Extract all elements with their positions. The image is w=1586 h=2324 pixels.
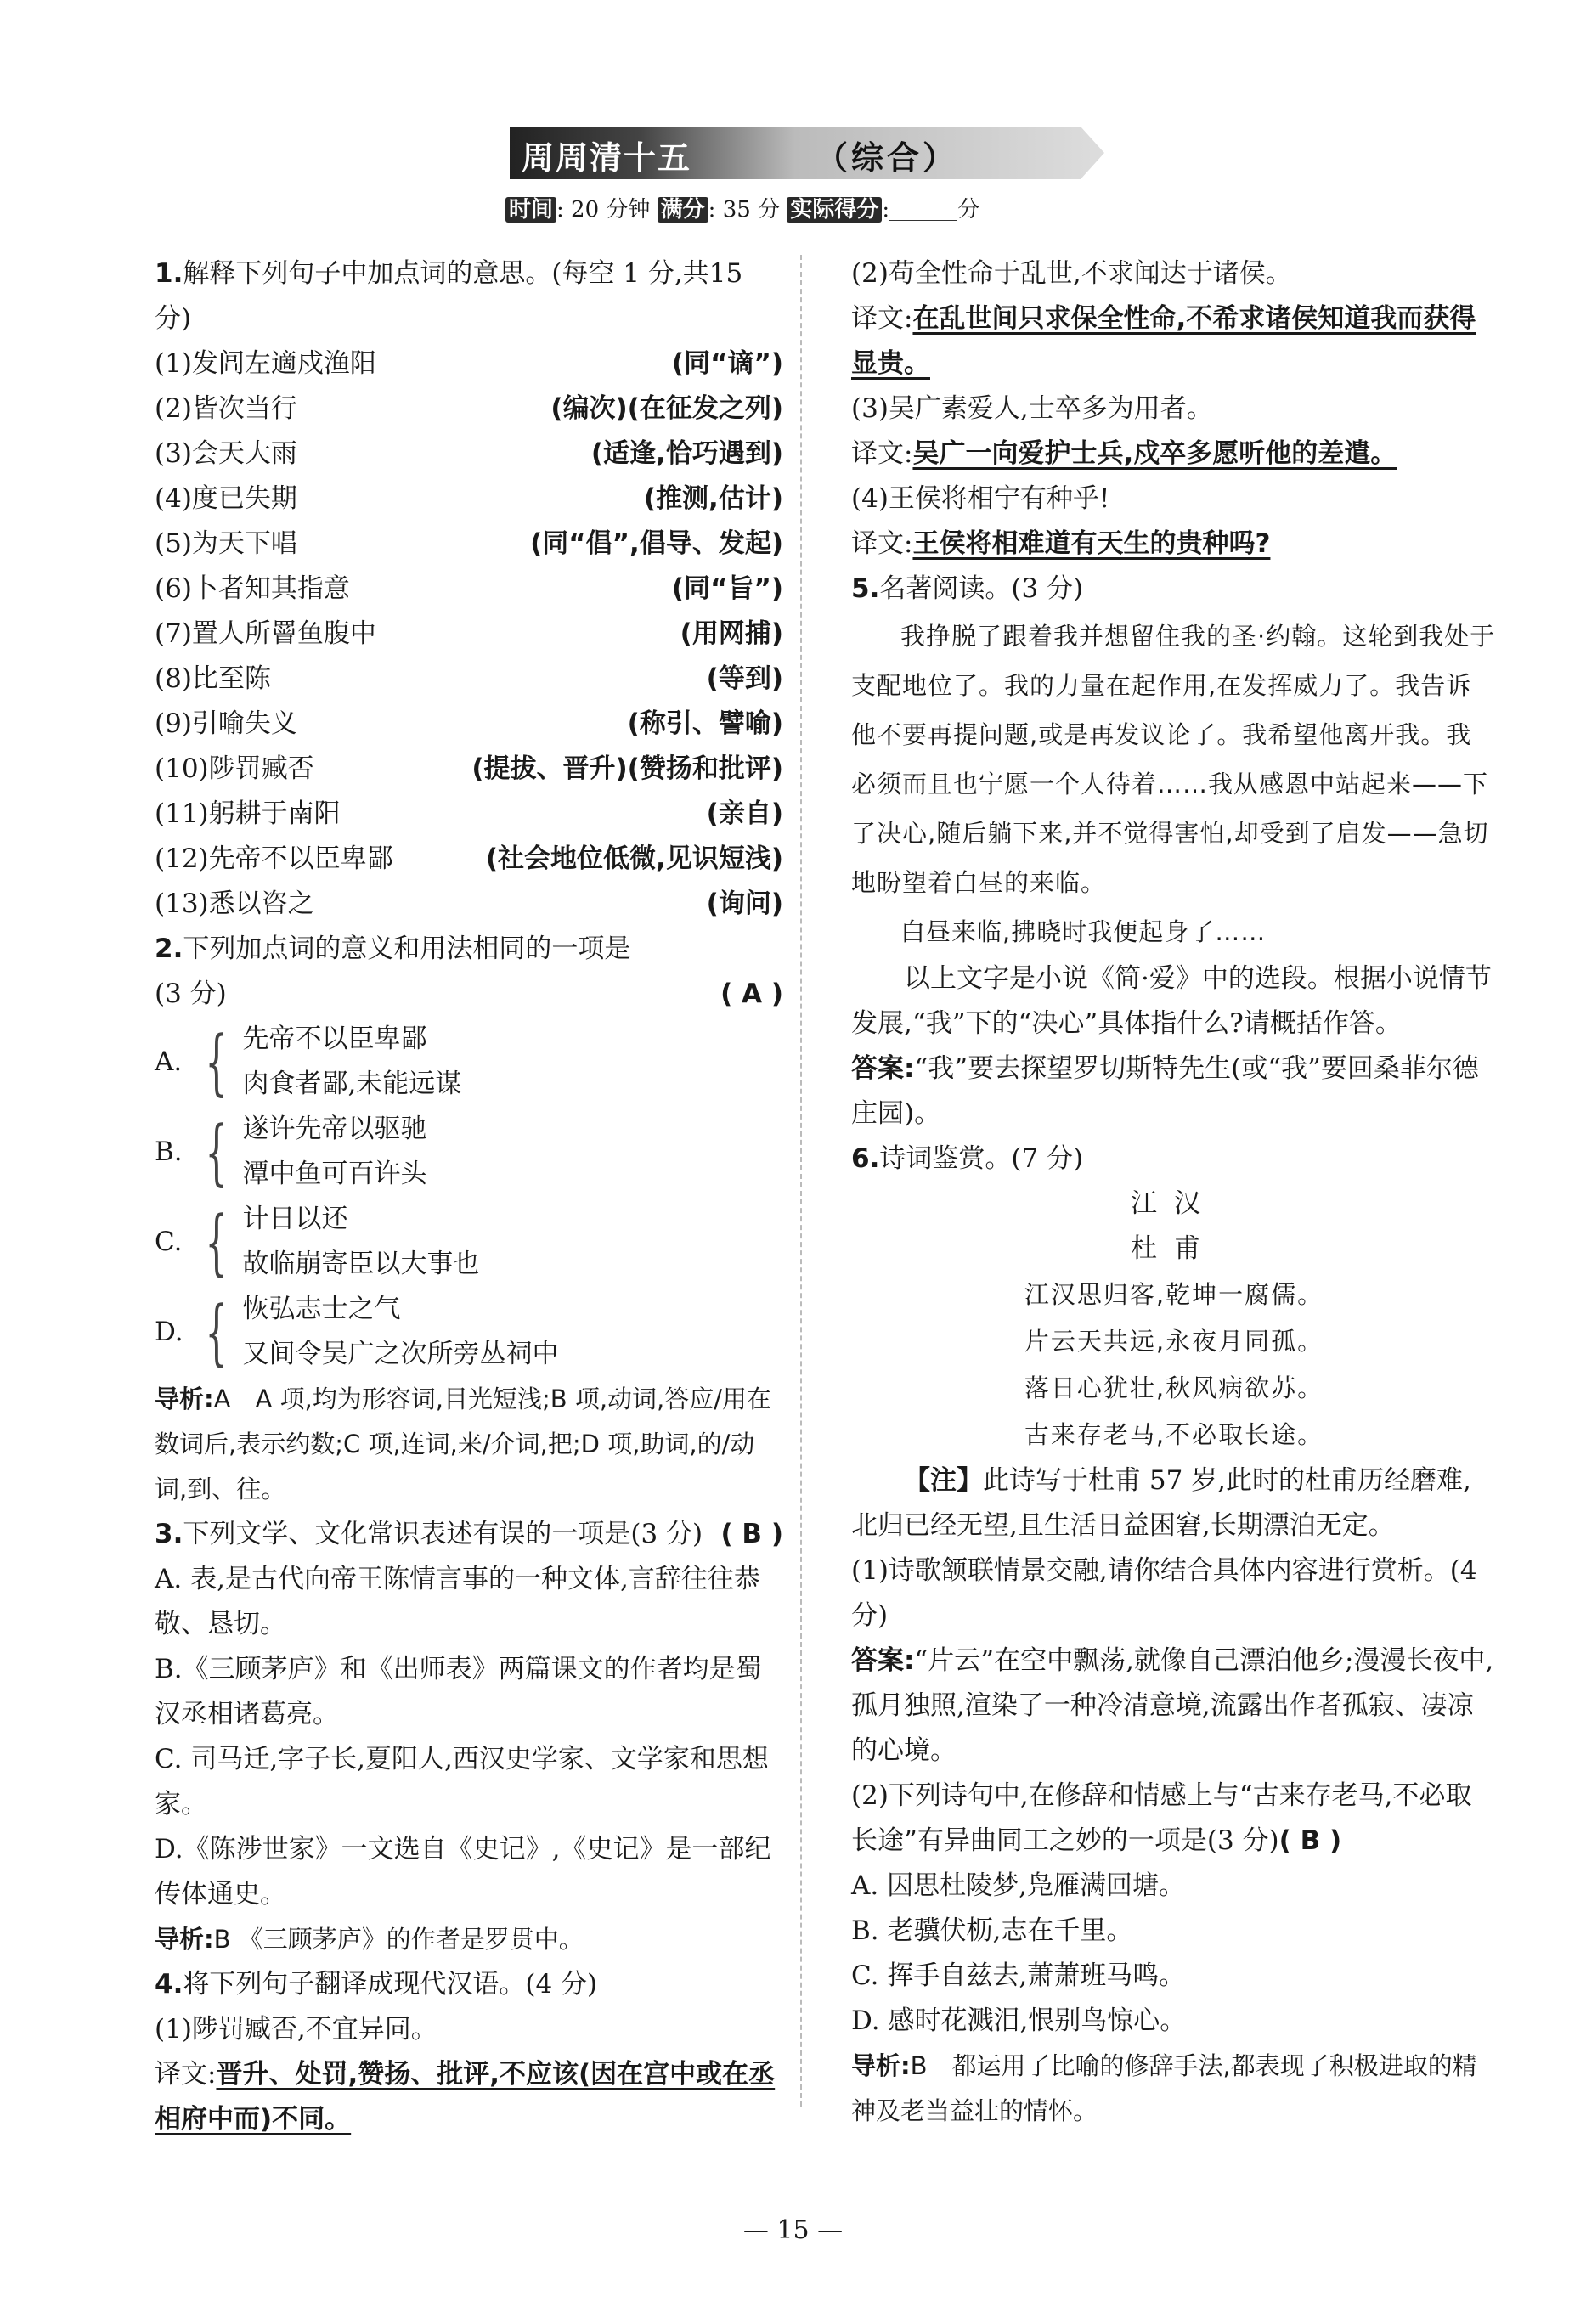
q6-sub1-answer-label: 答案: [851,1645,915,1676]
q4-translation-label: 译文: [851,528,913,559]
q4-sentence-3: (3)吴广素爱人,士卒多为用者。 [851,393,1213,424]
q6-sub2-option: A. 因思杜陵梦,凫雁满回塘。 [851,1870,1185,1901]
q4-number: 4. [155,1969,183,2000]
q5-passage: 我挣脱了跟着我并想留住我的圣·约翰。这轮到我处于支配地位了。我的力量在起作用,在发挥威力了。我告诉他不要再提问题,或是再发议论了。我希望他离开我。我必须而且也宁愿一个人待着……我从感恩中站起来——下了决心,随后躺下来,并不觉得害怕,却受到了启发——急切地盼望着白昼的来临。 [851,622,1496,897]
q6-sub1-answer: “片云”在空中飘荡,就像自己漂泊他乡;漫漫长夜中,孤月独照,渲染了一种冷清意境,流露出作者孤寂、凄凉的心境。 [851,1645,1494,1766]
header-title: 周周清十五 [522,138,692,177]
q4-translation-label: 译文: [155,2059,217,2090]
q4-translation-1: 晋升、处罚,赞扬、批评,不应该(因在宫中或在丞相府中而)不同。 [155,2059,776,2135]
poem-line: 古来存老马,不必取长途。 [1024,1420,1324,1449]
score-blank[interactable] [889,201,957,221]
actual-score-label: 实际得分 [787,197,882,223]
question-2 [155,927,783,1512]
q4-translation-label: 译文: [851,438,913,469]
q3-number: 3. [155,1519,183,1549]
poem-note-label: 【注】 [904,1465,983,1496]
q1-item: (8)比至陈 (等到) [155,663,783,694]
q2-option: D. { 恢弘志士之气 又间令吴广之次所旁丛祠中 [155,1290,559,1374]
q2-option: B. { 遂许先帝以驱驰 潭中鱼可百许头 [155,1110,427,1193]
q4-sentence-1: (1)陟罚臧否,不宜异同。 [155,2014,437,2045]
q1-stem: 解释下列句子中加点词的意思。(每空 1 分,共15 分) [155,258,743,334]
q2-answer: ( A ) [720,979,783,1009]
q2-stem: 下列加点词的意义和用法相同的一项是 [183,934,631,964]
question-1 [155,251,783,927]
column-divider [800,255,802,2107]
time-label: 时间 [505,197,556,223]
right-column [851,251,1497,2134]
q1-number: 1. [155,258,183,289]
q4-stem: 将下列句子翻译成现代汉语。(4 分) [183,1969,598,2000]
q6-sub2-answer: ( B ) [1278,1825,1342,1856]
full-score-value: : 35 分 [708,197,781,223]
q1-item: (10)陟罚臧否 (提拔、晋升)(赞扬和批评) [155,753,783,784]
question-3 [155,1512,783,1962]
q5-question: 以上文字是小说《简·爱》中的选段。根据小说情节发展,“我”下的“决心”具体指什么?请概括作答。 [851,963,1492,1039]
header-subtitle: （综合） [816,138,959,177]
q3-guide-label: 导析: [155,1925,214,1954]
q6-guide-label: 导析: [851,2051,911,2080]
q6-sub1: (1)诗歌颔联情景交融,请你结合具体内容进行赏析。(4 分) [851,1555,1477,1631]
poem [851,1182,1497,1458]
q6-sub2: (2)下列诗句中,在修辞和情感上与“古来存老马,不必取长途”有异曲同工之妙的一项是(3 分) [851,1780,1472,1856]
q3-stem: 下列文学、文化常识表述有误的一项是(3 分) [183,1519,703,1549]
q5-answer-label: 答案: [851,1053,915,1084]
left-column [155,251,783,2142]
q3-guide: B 《三顾茅庐》的作者是罗贯中。 [213,1925,584,1954]
q2-guide: A A 项,均为形容词,目光短浅;B 项,动词,答应/用在数词后,表示约数;C 项,连词,来/介词,把;D 项,助词,的/动词,到、往。 [155,1385,772,1503]
poem-line: 落日心犹壮,秋风病欲苏。 [1024,1374,1324,1402]
q1-item: (2)皆次当行 (编次)(在征发之列) [155,393,783,424]
score-suffix: 分 [957,197,980,223]
q4-sentence-2: (2)苟全性命于乱世,不求闻达于诸侯。 [851,258,1292,289]
q2-option: C. { 计日以还 故临崩寄臣以大事也 [155,1200,480,1283]
q6-stem: 诗词鉴赏。(7 分) [879,1143,1084,1174]
q1-item: (4)度已失期 (推测,估计) [155,483,783,514]
page-number: — 15 — [742,2215,844,2245]
q5-number: 5. [851,573,880,604]
question-5 [851,567,1497,1137]
q3-option: C. 司马迁,字子长,夏阳人,西汉史学家、文学家和思想家。 [155,1744,769,1819]
poem-note: 此诗写于杜甫 57 岁,此时的杜甫历经磨难,北归已经无望,且生活日益困窘,长期漂泊无定。 [851,1465,1471,1541]
question-6 [851,1137,1497,2134]
q4-translation-3: 吴广一向爱护士兵,戍卒多愿听他的差遣。 [912,438,1397,469]
q1-item: (1)发闾左適戍渔阳 (同“谪”) [155,348,783,379]
q4-sentence-4: (4)王侯将相宁有种乎! [851,483,1110,514]
q6-sub2-option: C. 挥手自兹去,萧萧班马鸣。 [851,1960,1186,1991]
q6-guide: B 都运用了比喻的修辞手法,都表现了积极进取的精神及老当益壮的情怀。 [851,2051,1477,2125]
q4-translation-4: 王侯将相难道有天生的贵种吗? [912,528,1271,559]
poem-title: 江汉 [1131,1188,1217,1219]
q3-answer: ( B ) [720,1519,783,1549]
q6-sub2-option: D. 感时花溅泪,恨别鸟惊心。 [851,2005,1187,2036]
q2-guide-label: 导析: [155,1385,214,1413]
q4-translation-2: 在乱世间只求保全性命,不希求诸侯知道我而获得显贵。 [851,303,1476,379]
q1-item: (12)先帝不以臣卑鄙 (社会地位低微,见识短浅) [155,843,783,874]
question-4 [155,1962,783,2142]
question-4-continued [851,251,1497,567]
poem-line: 江汉思归客,乾坤一腐儒。 [1024,1280,1324,1309]
q1-item: (11)躬耕于南阳 (亲自) [155,798,783,829]
exam-meta: 时间 : 20 分钟 满分 : 35 分 实际得分 : 分 [505,192,979,223]
q3-option: A. 表,是古代向帝王陈情言事的一种文体,言辞往往恭敬、恳切。 [155,1564,760,1639]
section-header [510,121,1104,186]
q6-sub2-option: B. 老骥伏枥,志在千里。 [851,1915,1133,1946]
q2-number: 2. [155,934,183,964]
q1-item: (7)置人所罾鱼腹中 (用网捕) [155,618,783,649]
q3-option: D.《陈涉世家》一文选自《史记》,《史记》是一部纪传体通史。 [155,1834,771,1909]
q5-stem: 名著阅读。(3 分) [879,573,1084,604]
q1-item: (9)引喻失义 (称引、譬喻) [155,708,783,739]
q5-passage-2: 白昼来临,拂晓时我便起身了…… [900,917,1267,946]
full-score-label: 满分 [658,197,708,223]
q1-item: (6)卜者知其指意 (同“旨”) [155,573,783,604]
poem-author: 杜甫 [1131,1233,1217,1264]
q5-answer: “我”要去探望罗切斯特先生(或“我”要回桑菲尔德庄园)。 [851,1053,1479,1129]
q1-item: (5)为天下唱 (同“倡”,倡导、发起) [155,528,783,559]
q2-points: (3 分) [155,979,227,1009]
q3-option: B.《三顾茅庐》和《出师表》两篇课文的作者均是蜀汉丞相诸葛亮。 [155,1654,762,1729]
q2-option: A. { 先帝不以臣卑鄙 肉食者鄙,未能远谋 [155,1020,462,1103]
q1-item: (13)悉以咨之 (询问) [155,888,783,919]
poem-line: 片云天共远,永夜月同孤。 [1024,1327,1324,1356]
time-value: : 20 分钟 [556,197,651,223]
q4-translation-label: 译文: [851,303,913,334]
q6-number: 6. [851,1143,880,1174]
q1-item: (3)会天大雨 (适逢,恰巧遇到) [155,438,783,469]
